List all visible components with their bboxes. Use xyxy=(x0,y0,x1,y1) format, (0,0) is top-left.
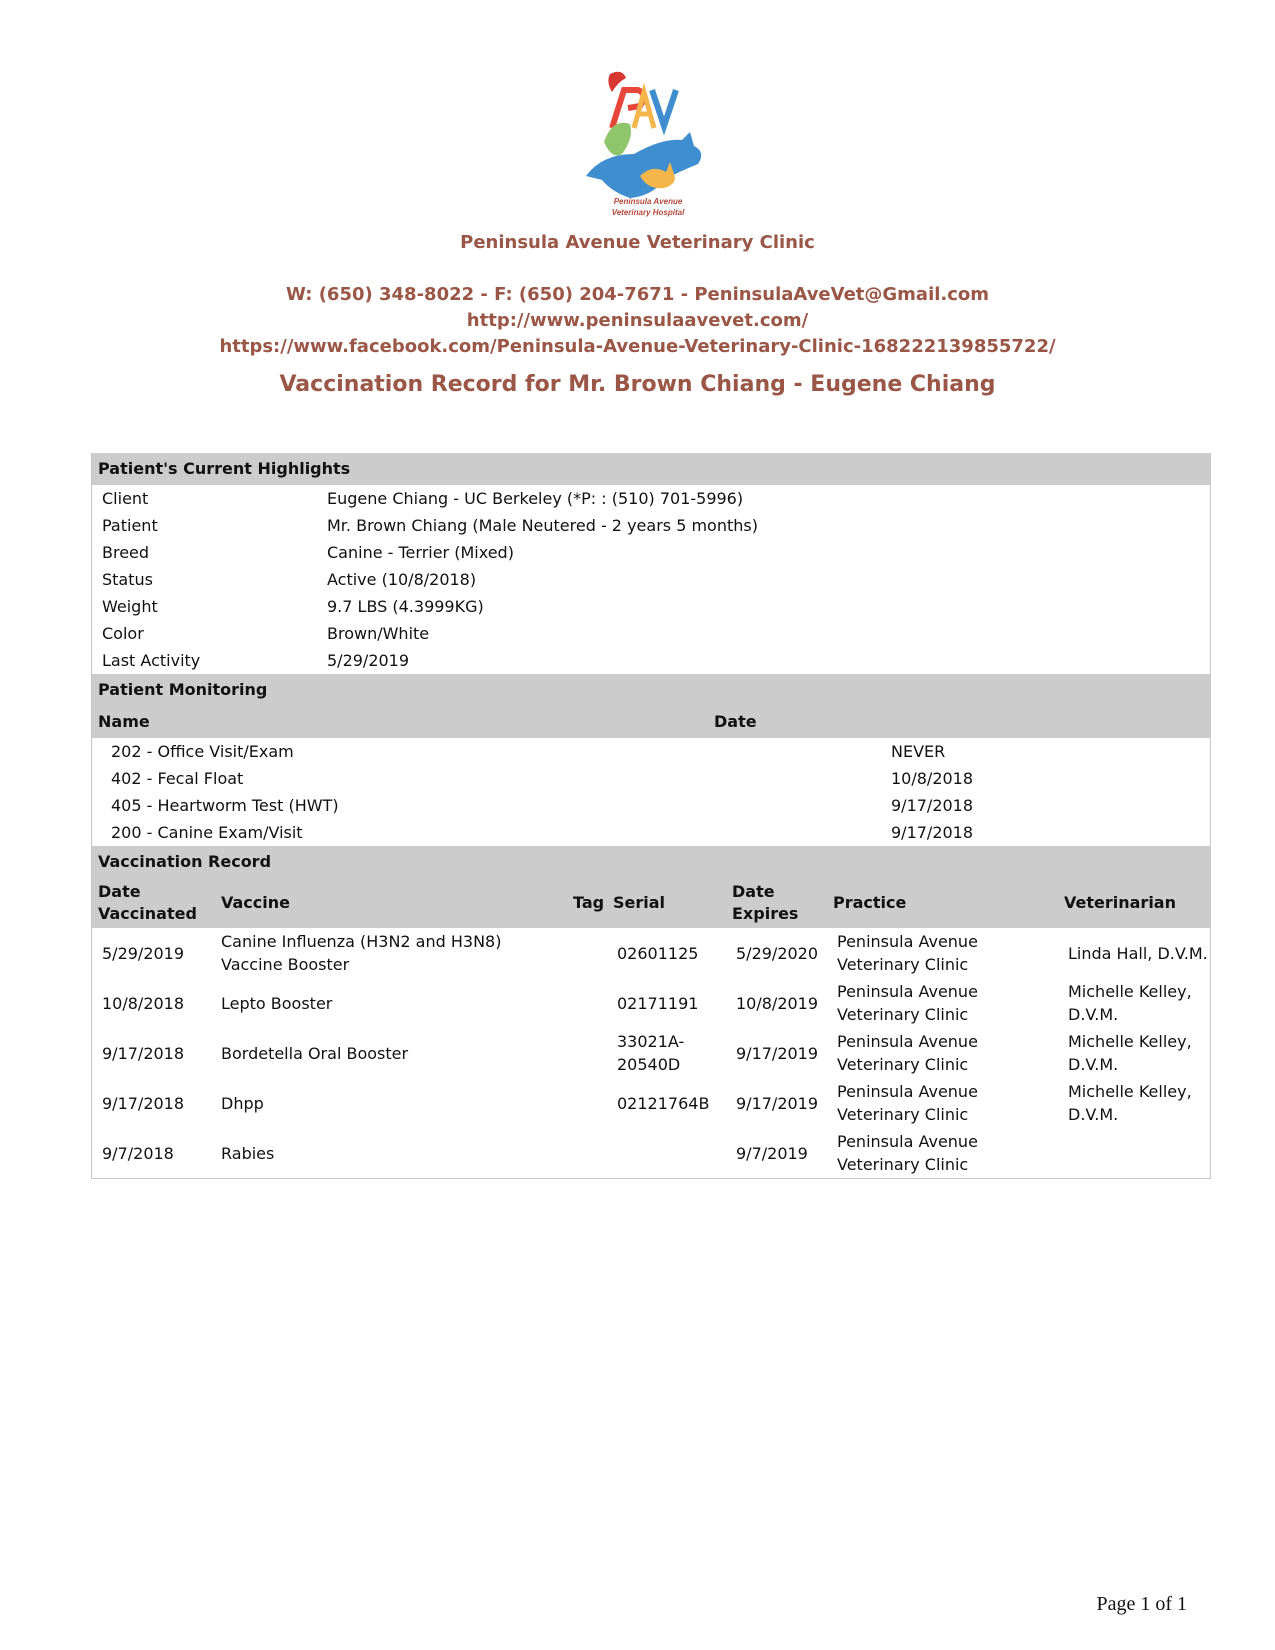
logo-letter-v xyxy=(652,90,676,126)
serial-line1: 02121764B xyxy=(617,1093,710,1113)
practice-line1: Peninsula Avenue xyxy=(837,932,978,951)
monitoring-column-headers xyxy=(92,706,1210,738)
logo-text-line1: Peninsula Avenue xyxy=(613,197,683,206)
monitoring-name: 200 - Canine Exam/Visit xyxy=(111,823,303,842)
vaccination-veterinarian xyxy=(1068,1080,1210,1126)
vaccination-practice xyxy=(837,1030,1068,1076)
practice-line1: Peninsula Avenue xyxy=(837,1082,978,1101)
monitoring-col-name: Name xyxy=(98,712,150,731)
vaccine-line1: Bordetella Oral Booster xyxy=(221,1043,409,1063)
monitoring-col-date: Date xyxy=(714,712,757,731)
monitoring-heading: Patient Monitoring xyxy=(92,674,1210,706)
vaccination-row xyxy=(92,1078,1210,1128)
vaccination-heading: Vaccination Record xyxy=(92,846,1210,878)
monitoring-row xyxy=(92,792,1210,819)
highlight-value: Mr. Brown Chiang (Male Neutered - 2 years 5 months) xyxy=(327,516,758,535)
vaccination-row xyxy=(92,928,1210,978)
highlight-label: Status xyxy=(102,570,153,589)
vaccination-column-headers xyxy=(92,878,1210,928)
logo-dog xyxy=(586,132,701,198)
vaccination-row xyxy=(92,1028,1210,1078)
vaccination-record-box xyxy=(91,453,1211,1179)
monitoring-name: 402 - Fecal Float xyxy=(111,769,244,788)
monitoring-row xyxy=(92,765,1210,792)
vaccination-vaccine xyxy=(221,930,577,976)
vaccination-expires: 5/29/2020 xyxy=(736,943,819,963)
record-title: Vaccination Record for Mr. Brown Chiang - Eugene Chiang xyxy=(279,372,996,397)
col-date-expires-line2: Expires xyxy=(732,904,799,923)
practice-line2: Veterinary Clinic xyxy=(837,1005,969,1024)
monitoring-date: 9/17/2018 xyxy=(891,796,974,815)
col-date-expires-line1: Date xyxy=(732,882,775,901)
serial-line1: 33021A- xyxy=(617,1032,685,1051)
monitoring-list xyxy=(92,738,1210,846)
monitoring-row xyxy=(92,819,1210,846)
highlight-label: Patient xyxy=(102,516,158,535)
logo-letter-a xyxy=(634,92,654,128)
highlight-label: Color xyxy=(102,624,144,643)
logo-text-line2: Veterinary Hospital xyxy=(611,208,685,217)
vaccination-date: 9/17/2018 xyxy=(102,1093,185,1113)
vaccination-serial xyxy=(617,992,736,1015)
vaccine-line2: Vaccine Booster xyxy=(221,955,350,974)
vaccination-veterinarian xyxy=(1068,1030,1210,1076)
highlight-value: Brown/White xyxy=(327,624,430,643)
practice-line2: Veterinary Clinic xyxy=(837,1155,969,1174)
vaccination-serial xyxy=(617,1092,736,1115)
serial-line1: 02601125 xyxy=(617,943,699,963)
vet-line2: D.V.M. xyxy=(1068,1105,1119,1124)
vaccination-date: 9/17/2018 xyxy=(102,1043,185,1063)
highlight-label: Last Activity xyxy=(102,651,201,670)
website-link[interactable]: http://www.peninsulaavevet.com/ xyxy=(466,310,809,331)
vaccine-line1: Dhpp xyxy=(221,1093,264,1113)
vaccination-expires: 9/7/2019 xyxy=(736,1143,808,1163)
logo-cat xyxy=(604,123,631,156)
col-practice: Practice xyxy=(833,893,907,912)
highlights-heading: Patient's Current Highlights xyxy=(92,453,1210,485)
vaccination-expires: 9/17/2019 xyxy=(736,1043,819,1063)
vet-line1: Linda Hall, D.V.M. xyxy=(1068,943,1208,963)
vet-line1: Michelle Kelley, xyxy=(1068,1082,1192,1101)
vaccination-serial xyxy=(617,1030,736,1076)
highlight-row-patient xyxy=(92,512,1210,539)
practice-line1: Peninsula Avenue xyxy=(837,1032,978,1051)
highlights-list xyxy=(92,485,1210,674)
vaccination-practice xyxy=(837,980,1068,1026)
highlight-label: Weight xyxy=(102,597,158,616)
highlight-label: Client xyxy=(102,489,149,508)
monitoring-row xyxy=(92,738,1210,765)
vaccination-row xyxy=(92,1128,1210,1178)
highlight-row-breed xyxy=(92,539,1210,566)
col-date-vaccinated xyxy=(92,881,221,925)
vaccine-line1: Canine Influenza (H3N2 and H3N8) xyxy=(221,932,502,951)
vaccination-veterinarian xyxy=(1068,942,1210,965)
col-vaccine: Vaccine xyxy=(221,893,290,912)
vet-line2: D.V.M. xyxy=(1068,1055,1119,1074)
col-date-vaccinated-line2: Vaccinated xyxy=(98,904,197,923)
vaccination-veterinarian xyxy=(1068,980,1210,1026)
practice-line1: Peninsula Avenue xyxy=(837,982,978,1001)
vaccination-vaccine xyxy=(221,1092,577,1115)
clinic-name: Peninsula Avenue Veterinary Clinic xyxy=(460,232,815,253)
highlight-row-client xyxy=(92,485,1210,512)
vaccination-serial xyxy=(617,942,736,965)
practice-line2: Veterinary Clinic xyxy=(837,1105,969,1124)
clinic-logo xyxy=(582,68,714,228)
col-date-vaccinated-line1: Date xyxy=(98,882,141,901)
highlight-value: Active (10/8/2018) xyxy=(327,570,477,589)
facebook-link[interactable]: https://www.facebook.com/Peninsula-Avenue-Veterinary-Clinic-168222139855722/ xyxy=(219,336,1056,357)
highlight-value: Eugene Chiang - UC Berkeley (*P: : (510) 701-5996) xyxy=(327,489,744,508)
vaccination-list xyxy=(92,928,1210,1178)
practice-line1: Peninsula Avenue xyxy=(837,1132,978,1151)
vaccination-date: 10/8/2018 xyxy=(102,993,185,1013)
col-tag: Tag xyxy=(573,893,605,912)
vaccination-row xyxy=(92,978,1210,1028)
vaccination-vaccine xyxy=(221,992,577,1015)
vet-line1: Michelle Kelley, xyxy=(1068,982,1192,1001)
vaccination-practice xyxy=(837,1080,1068,1126)
vaccine-line1: Lepto Booster xyxy=(221,993,333,1013)
highlight-row-color xyxy=(92,620,1210,647)
page-number: Page 1 of 1 xyxy=(1096,1593,1187,1615)
col-serial: Serial xyxy=(613,893,666,912)
col-veterinarian: Veterinarian xyxy=(1064,893,1176,912)
serial-line1: 02171191 xyxy=(617,993,699,1013)
vaccine-line1: Rabies xyxy=(221,1143,275,1163)
highlight-value: Canine - Terrier (Mixed) xyxy=(327,543,514,562)
highlight-value: 5/29/2019 xyxy=(327,651,410,670)
vaccination-vaccine xyxy=(221,1042,577,1065)
vaccination-practice xyxy=(837,930,1068,976)
vaccination-expires: 9/17/2019 xyxy=(736,1093,819,1113)
practice-line2: Veterinary Clinic xyxy=(837,955,969,974)
monitoring-date: 10/8/2018 xyxy=(891,769,974,788)
vaccination-practice xyxy=(837,1130,1068,1176)
highlight-value: 9.7 LBS (4.3999KG) xyxy=(327,597,484,616)
contact-info: W: (650) 348-8022 - F: (650) 204-7671 - PeninsulaAveVet@Gmail.com xyxy=(285,284,990,305)
vaccination-date: 9/7/2018 xyxy=(102,1143,174,1163)
practice-line2: Veterinary Clinic xyxy=(837,1055,969,1074)
monitoring-name: 405 - Heartworm Test (HWT) xyxy=(111,796,339,815)
highlight-label: Breed xyxy=(102,543,150,562)
monitoring-name: 202 - Office Visit/Exam xyxy=(111,742,294,761)
vet-line1: Michelle Kelley, xyxy=(1068,1032,1192,1051)
vaccination-date: 5/29/2019 xyxy=(102,943,185,963)
monitoring-date: 9/17/2018 xyxy=(891,823,974,842)
col-date-expires xyxy=(732,881,833,925)
highlight-row-weight xyxy=(92,593,1210,620)
highlight-row-last-activity xyxy=(92,647,1210,674)
highlight-row-status xyxy=(92,566,1210,593)
vaccination-vaccine xyxy=(221,1142,577,1165)
serial-line2: 20540D xyxy=(617,1055,681,1074)
vaccination-expires: 10/8/2019 xyxy=(736,993,819,1013)
monitoring-date: NEVER xyxy=(891,742,946,761)
vet-line2: D.V.M. xyxy=(1068,1005,1119,1024)
